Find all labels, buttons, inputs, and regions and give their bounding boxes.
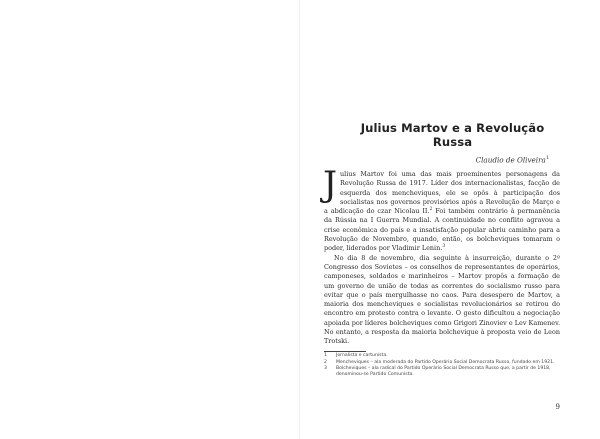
paragraph-1-continuation: Foi também contrário à permanência da Rússia na I Guerra Mundial. A continuidade no conflito agravou a crise econômica do país e a insatisfação popular abriu caminho para a Revolução de Novembro, quando, então, os bolcheviques tomaram o poder, liderados por Vladimir Lenin. xyxy=(324,207,560,253)
footnote-marker-3: 3 xyxy=(442,244,446,250)
footnote-number: 1 xyxy=(324,353,327,359)
footnote-number: 2 xyxy=(324,359,327,365)
page-number: 9 xyxy=(555,403,560,411)
footnote-text: Bolcheviques – ala radical do Partido Operário Social Democrata Russo que, a partir de 1918, denominou-se Partido Comunista. xyxy=(336,366,551,378)
paragraph-1-text: ulius Martov foi uma das mais proeminentes personagens da Revolução Russa de 1917. Líder dos internacionalistas, facção de esquerda dos mencheviques, ele se opôs à participação dos socialistas nos governos provisórios após a Revolução de Março e a abdicação do czar Nicolau II. xyxy=(324,170,560,216)
footnote-marker-2: 2 xyxy=(429,207,433,213)
author-name: Claudio de Oliveira xyxy=(475,155,546,165)
paragraph-1 xyxy=(323,165,560,254)
footnote-3 xyxy=(324,366,560,379)
footnote-text: Jornalista e cartunista. xyxy=(336,353,388,359)
article-title: Julius Martov e a Revolução Russa xyxy=(360,121,545,149)
drop-cap: J xyxy=(323,165,338,205)
author-byline xyxy=(340,155,549,164)
footnotes-list xyxy=(324,353,560,379)
paragraph-2: No dia 8 de novembro, dia seguinte à insurreição, durante o 2º Congresso dos Sovietes – os conselhos de representantes de operários, camponeses, soldados e marinheiros – Martov propôs a formação de um governo de união de todas as correntes do socialismo russo para evitar que o país mergulhasse no caos. Para desespero de Martov, a maioria dos mencheviques e socialistas revolucionários se retirou do encontro em protesto contra o levante. O gesto dificultou a negociação apoiada por líderes bolcheviques como Grigori Zinoviev e Lev Kamenev. No entanto, a resposta da maioria bolchevique à proposta veio de Leon Trotski. xyxy=(324,253,560,346)
article-body xyxy=(323,165,560,379)
footnote-number: 3 xyxy=(324,366,327,372)
footnote-text: Mencheviques – ala moderada do Partido Operário Social Democrata Russo, fundado em 1921. xyxy=(336,359,555,365)
author-footnote-marker: 1 xyxy=(545,155,549,161)
footnote-separator xyxy=(324,351,366,352)
page-gutter xyxy=(299,0,300,439)
